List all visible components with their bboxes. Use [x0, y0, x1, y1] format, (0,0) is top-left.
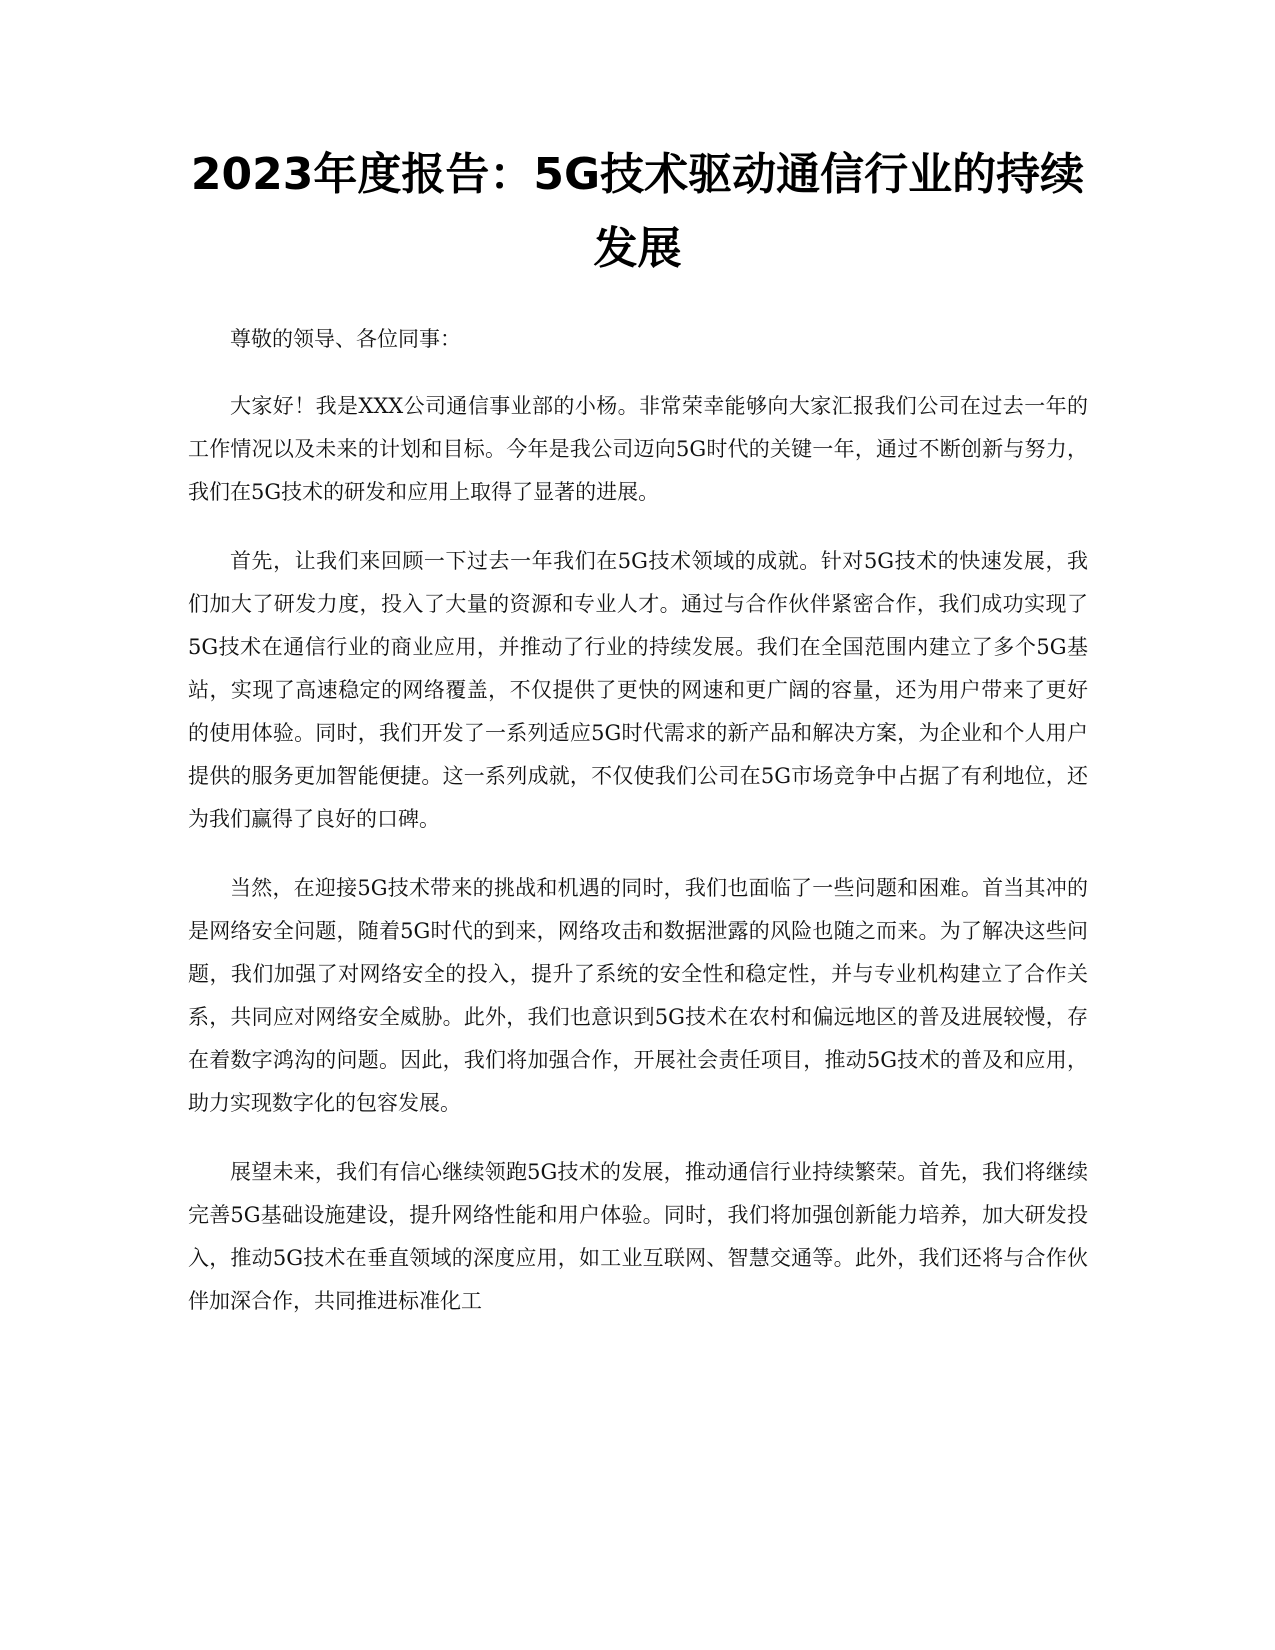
paragraph-outlook: 展望未来，我们有信心继续领跑5G技术的发展，推动通信行业持续繁荣。首先，我们将继续完善5G基础设施建设，提升网络性能和用户体验。同时，我们将加强创新能力培养，加大研发投入，推动5G技术在垂直领域的深度应用，如工业互联网、智慧交通等。此外，我们还将与合作伙伴加深合作，共同推进标准化工 [188, 1160, 1088, 1313]
paragraph-challenges: 当然，在迎接5G技术带来的挑战和机遇的同时，我们也面临了一些问题和困难。首当其冲的是网络安全问题，随着5G时代的到来，网络攻击和数据泄露的风险也随之而来。为了解决这些问题，我们加强了对网络安全的投入，提升了系统的安全性和稳定性，并与专业机构建立了合作关系，共同应对网络安全威胁。此外，我们也意识到5G技术在农村和偏远地区的普及进展较慢，存在着数字鸿沟的问题。因此，我们将加强合作，开展社会责任项目，推动5G技术的普及和应用，助力实现数字化的包容发展。 [188, 876, 1088, 1115]
paragraph-intro: 大家好！我是XXX公司通信事业部的小杨。非常荣幸能够向大家汇报我们公司在过去一年的工作情况以及未来的计划和目标。今年是我公司迈向5G时代的关键一年，通过不断创新与努力，我们在5G技术的研发和应用上取得了显著的进展。 [188, 394, 1088, 504]
paragraph-achievements: 首先，让我们来回顾一下过去一年我们在5G技术领域的成就。针对5G技术的快速发展，我们加大了研发力度，投入了大量的资源和专业人才。通过与合作伙伴紧密合作，我们成功实现了5G技术在通信行业的商业应用，并推动了行业的持续发展。我们在全国范围内建立了多个5G基站，实现了高速稳定的网络覆盖，不仅提供了更快的网速和更广阔的容量，还为用户带来了更好的使用体验。同时，我们开发了一系列适应5G时代需求的新产品和解决方案，为企业和个人用户提供的服务更加智能便捷。这一系列成就，不仅使我们公司在5G市场竞争中占据了有利地位，还为我们赢得了良好的口碑。 [188, 549, 1088, 831]
salutation: 尊敬的领导、各位同事： [230, 327, 461, 351]
document-body [188, 318, 1088, 1349]
document-title: 2023年度报告：5G技术驱动通信行业的持续发展 [190, 149, 1085, 274]
